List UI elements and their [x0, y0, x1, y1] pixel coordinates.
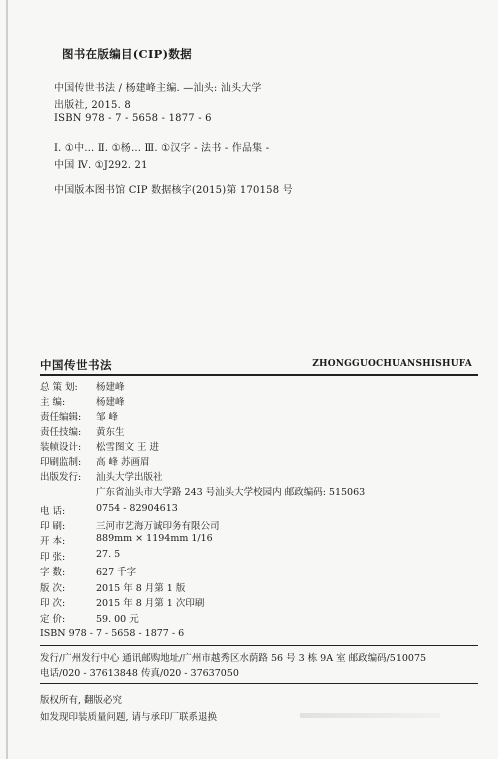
credit-row — [40, 439, 159, 453]
credit-value: 杨建峰 — [96, 382, 125, 393]
credit-row — [40, 469, 163, 483]
divider-top — [40, 374, 478, 376]
credit-label: 装帧设计: — [40, 442, 82, 453]
spec-value: 59. 00 元 — [96, 614, 139, 625]
return-notice: 如发现印装质量问题, 请与承印厂联系退换 — [40, 712, 218, 723]
spec-label: 印 刷: — [40, 521, 66, 532]
credit-label: 总 策 划: — [40, 382, 78, 393]
credit-value: 汕头大学出版社 — [96, 472, 163, 483]
page-edge-shadow — [6, 0, 8, 759]
cip-line-2: 出版社, 2015. 8 — [54, 100, 131, 111]
spec-row — [40, 564, 136, 578]
divider-bottom — [40, 683, 478, 684]
isbn-value: ISBN 978 - 7 - 5658 - 1877 - 6 — [40, 628, 185, 639]
spec-row — [40, 595, 204, 609]
credit-value: 黄东生 — [96, 427, 125, 438]
credit-value: 邹 峰 — [96, 412, 119, 423]
divider-middle — [40, 645, 478, 646]
credit-value: 杨建峰 — [96, 397, 125, 408]
spec-label: 开 本: — [40, 536, 66, 547]
credit-label: 印刷监制: — [40, 457, 82, 468]
show-through-smudge — [300, 713, 440, 718]
cip-line-5: 中国 Ⅳ. ①J292. 21 — [54, 160, 148, 171]
credit-label: 责任编辑: — [40, 412, 82, 423]
spec-row — [40, 611, 139, 625]
spec-value: 2015 年 8 月第 1 次印刷 — [96, 598, 205, 609]
credit-row — [40, 424, 125, 438]
spec-value: 889mm × 1194mm 1/16 — [96, 533, 213, 544]
cip-line-1: 中国传世书法 / 杨建峰主编. —汕头: 汕头大学 — [54, 83, 262, 94]
distribution-line-2: 电话/020 - 37613848 传真/020 - 37637050 — [40, 668, 239, 679]
spec-row — [40, 518, 220, 532]
cip-line-6: 中国版本图书馆 CIP 数据核字(2015)第 170158 号 — [54, 185, 293, 196]
spec-row — [40, 580, 185, 594]
credit-value: 高 峰 苏画眉 — [96, 457, 150, 468]
isbn-bottom — [40, 628, 184, 639]
distribution-line-1: 发行/广州发行中心 通讯邮购地址/广州市越秀区水荫路 56 号 3 栋 9A 室 邮政编码/510075 — [40, 653, 427, 664]
copyright-notice: 版权所有, 翻版必究 — [40, 695, 123, 706]
book-title: 中国传世书法 — [40, 358, 112, 372]
credit-label: 出版发行: — [40, 472, 82, 483]
credit-label: 责任技编: — [40, 427, 82, 438]
spec-row — [40, 503, 178, 517]
credit-row — [40, 454, 150, 468]
spec-row — [40, 549, 120, 563]
spec-value: 627 千字 — [96, 567, 137, 578]
spec-value: 0754 - 82904613 — [96, 503, 178, 514]
cip-heading: 图书在版编目(CIP)数据 — [62, 47, 192, 61]
cip-line-3: ISBN 978 - 7 - 5658 - 1877 - 6 — [54, 113, 212, 124]
spec-label: 印 次: — [40, 598, 66, 609]
spec-label: 印 张: — [40, 552, 66, 563]
spec-label: 字 数: — [40, 567, 66, 578]
credit-label: 主 编: — [40, 397, 66, 408]
spec-label: 版 次: — [40, 583, 66, 594]
cip-line-4: Ⅰ. ①中… Ⅱ. ①杨… Ⅲ. ①汉字 - 法书 - 作品集 - — [54, 143, 270, 154]
spec-label: 定 价: — [40, 614, 66, 625]
spec-value: 27. 5 — [96, 549, 121, 560]
publisher-address: 广东省汕头市大学路 243 号汕头大学校园内 邮政编码: 515063 — [96, 487, 366, 498]
spec-row — [40, 533, 213, 547]
book-title-pinyin: ZHONGGUOCHUANSHISHUFA — [312, 359, 472, 369]
spec-label: 电 话: — [40, 506, 66, 517]
credit-value: 松雪图文 王 进 — [96, 442, 160, 453]
credit-row — [40, 394, 125, 408]
credit-row — [40, 379, 125, 393]
spec-value: 三河市艺海万诚印务有限公司 — [96, 521, 220, 532]
credit-row — [40, 409, 118, 423]
spec-value: 2015 年 8 月第 1 版 — [96, 583, 186, 594]
